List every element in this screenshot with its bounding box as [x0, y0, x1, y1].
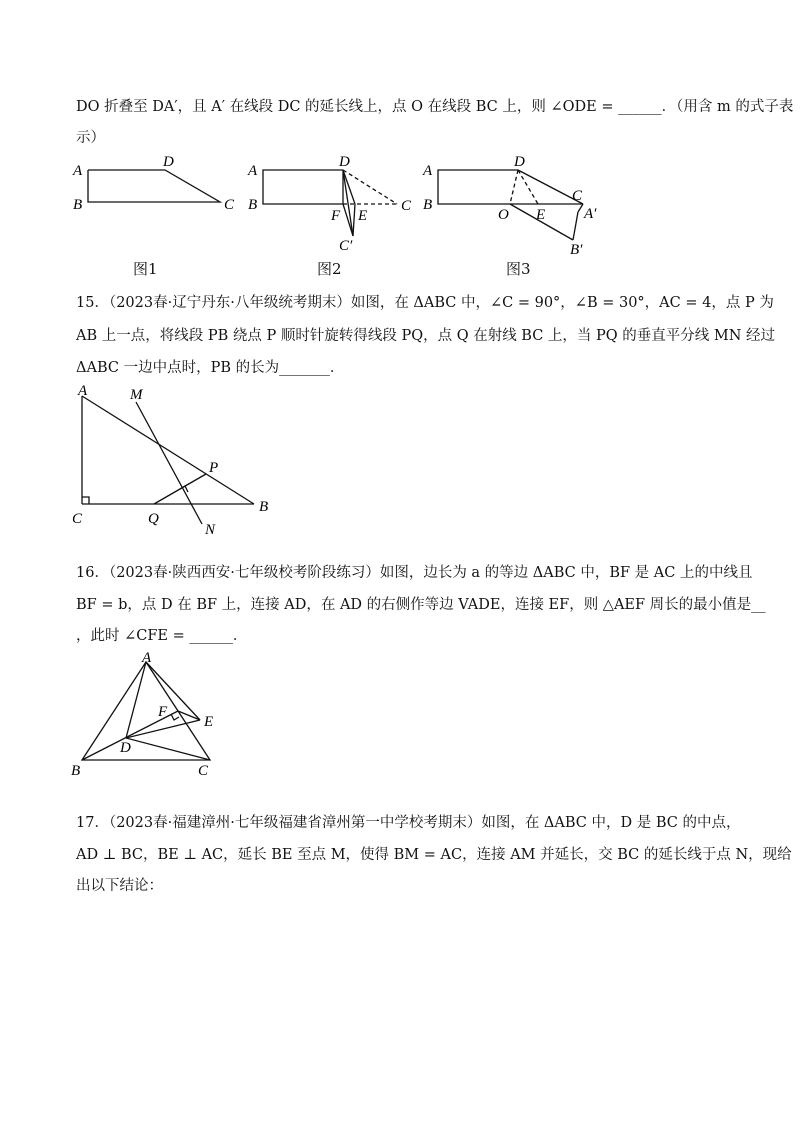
fig2-label-e: E [358, 208, 368, 224]
q15-right-angle-c [82, 497, 89, 504]
fig2-label-c: C [401, 198, 412, 214]
q16-right-angle-mark [171, 714, 179, 720]
fig3-label-c: C [572, 188, 583, 204]
fig1-label-b: B [73, 197, 83, 213]
q14-figure-3 [420, 152, 620, 261]
q14-figure-1 [70, 152, 250, 226]
fig2-segment-de [343, 170, 355, 204]
q15-side-ab [82, 396, 254, 504]
q15-text-line-2: AB 上一点，将线段 PB 绕点 P 顺时针旋转得线段 PQ，点 Q 在射线 BC 上，当 PQ 的垂直平分线 MN 经过 [76, 328, 776, 344]
fig2-dashed-dc [343, 170, 397, 204]
q14-figure-2 [245, 152, 425, 261]
q15-figure [68, 382, 288, 546]
q16-text-line-2: BF = b，点 D 在 BF 上，连接 AD，在 AD 的右侧作等边 VADE，连接 EF，则 △AEF 周长的最小值是__ [76, 597, 766, 613]
fig2-label-c-prime: C′ [339, 238, 353, 254]
fig3-segment-ca-prime [578, 204, 583, 212]
q17-text-line-2: AD ⊥ BC，BE ⊥ AC，延长 BE 至点 M，使得 BM = AC，连接 AM 并延长，交 BC 的延长线于点 N，现给 [76, 847, 792, 863]
q15-label-c: C [72, 511, 83, 527]
fig2-rectangle [263, 170, 343, 204]
q17-text-line-3: 出以下结论： [76, 878, 163, 894]
q15-label-q: Q [148, 511, 159, 527]
q16-label-c: C [198, 763, 209, 779]
fig3-label-a-prime: A′ [584, 206, 597, 222]
q15-text-line-1: 15．（2023春·辽宁丹东·八年级统考期末）如图，在 ΔABC 中，∠C = 90°，∠B = 30°，AC = 4，点 P 为 [76, 295, 774, 311]
q15-line-mn [136, 402, 202, 524]
q15-label-m: M [130, 387, 143, 403]
fig2-segment-fc-prime [343, 204, 353, 236]
fig3-caption: 图3 [506, 260, 531, 278]
q14-text-line-2: 示） [76, 130, 105, 146]
fig2-label-a: A [248, 163, 258, 179]
fig2-segment-dc-prime [343, 170, 353, 236]
fig2-label-d: D [339, 154, 350, 170]
q17-text-line-1: 17．（2023春·福建漳州·七年级福建省漳州第一中学校考期末）如图，在 ΔABC 中，D 是 BC 的中点， [76, 815, 741, 831]
fig3-dashed-do [510, 170, 518, 204]
fig3-rectangle [438, 170, 518, 204]
fig1-label-d: D [163, 154, 174, 170]
q15-label-b: B [259, 499, 269, 515]
fig1-label-a: A [73, 163, 83, 179]
q15-label-p: P [209, 460, 219, 476]
q14-text-line-1: DO 折叠至 DA′，且 A′ 在线段 DC 的延长线上，点 O 在线段 BC 上，则 ∠ODE = ______．（用含 m 的式子表 [76, 99, 794, 115]
fig3-label-b-prime: B′ [570, 242, 583, 257]
fig2-caption: 图2 [317, 260, 342, 278]
q16-label-b: B [71, 763, 81, 779]
q15-text-line-3: ΔABC 一边中点时，PB 的长为_______． [76, 360, 345, 376]
q15-label-a: A [78, 383, 88, 399]
q16-label-a: A [142, 650, 152, 666]
q16-text-line-3: ，此时 ∠CFE = ______． [76, 628, 248, 644]
fig2-label-f: F [331, 208, 341, 224]
fig2-label-b: B [248, 197, 258, 213]
q16-label-e: E [204, 714, 214, 730]
fig3-segment-a-prime-b-prime [573, 212, 578, 240]
fig3-label-e: E [536, 207, 546, 223]
fig3-label-d: D [514, 154, 525, 170]
fig3-label-a: A [423, 163, 433, 179]
q16-segment-ae [146, 662, 200, 720]
q16-segment-ad [126, 662, 146, 738]
fig3-label-b: B [423, 197, 433, 213]
q16-figure [68, 650, 248, 784]
fig1-trapezoid [88, 170, 220, 202]
fig2-segment-ec-prime [353, 204, 355, 236]
q16-segment-de [126, 720, 200, 738]
fig1-caption: 图1 [133, 260, 158, 278]
q15-label-n: N [205, 522, 216, 538]
q16-label-f: F [158, 704, 168, 720]
fig3-label-o: O [498, 207, 509, 223]
q16-label-d: D [120, 740, 131, 756]
q16-text-line-1: 16．（2023春·陕西西安·七年级校考阶段练习）如图，边长为 a 的等边 ΔABC 中，BF 是 AC 上的中线且 [76, 565, 753, 581]
fig1-label-c: C [224, 197, 235, 213]
